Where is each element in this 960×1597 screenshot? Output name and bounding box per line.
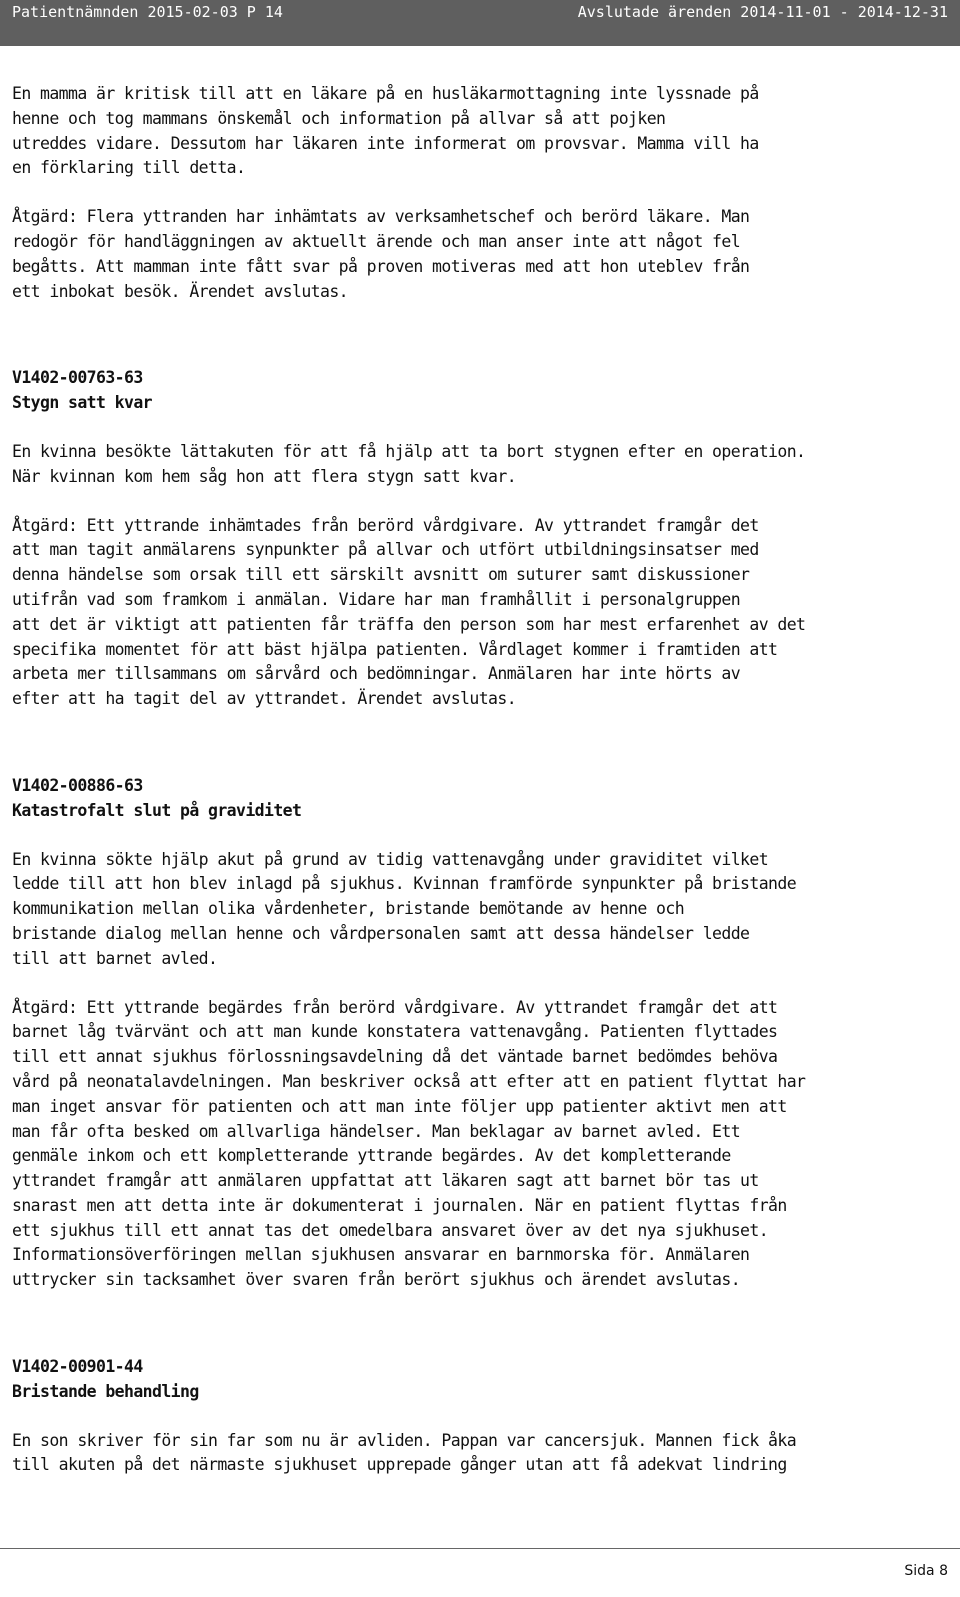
case-section bbox=[12, 774, 912, 1293]
case-title: Katastrofalt slut på graviditet bbox=[12, 800, 302, 820]
case-id: V1402-00901-44 bbox=[12, 1357, 143, 1377]
case-paragraph: En kvinna besökte lättakuten för att få hjälp att ta bort stygnen efter en operation. När kvinnan kom hem såg hon att flera stygn satt kvar. bbox=[12, 441, 806, 486]
case-paragraph: En son skriver för sin far som nu är avliden. Pappan var cancersjuk. Mannen fick åka till akuten på det närmaste sjukhuset upprepade gånger utan att få adekvat lindring bbox=[12, 1430, 797, 1475]
case-paragraph: Åtgärd: Ett yttrande inhämtades från berörd vårdgivare. Av yttrandet framgår det att man tagit anmälarens synpunkter på allvar och utfört utbildningsinsatser med denna händelse som orsak till ett särskilt avsnitt om suturer samt diskussioner utifrån vad som framkom i anmälan. Vidare har man framhållit i personalgruppen att det är viktigt att patienten får träffa den person som har mest erfarenhet av det specifika momentet för att bäst hjälpa patienten. Vårdlaget kommer i framtiden att arbeta mer tillsammans om sårvård och bedömningar. Anmälaren har inte hörts av efter att ha tagit del av yttrandet. Ärendet avslutas. bbox=[12, 515, 806, 709]
intro-paragraph-2: Åtgärd: Flera yttranden har inhämtats av verksamhetschef och berörd läkare. Man redogör för handläggningen av aktuellt ärende och man anser inte att något fel begåtts. Att mamman inte fått svar på proven motiveras med att hon uteblev från ett inbokat besök. Ärendet avslutas. bbox=[12, 207, 750, 301]
document-body bbox=[12, 82, 912, 1478]
header-left-text: Patientnämnden 2015-02-03 P 14 bbox=[12, 3, 283, 21]
page-number: Sida 8 bbox=[904, 1563, 948, 1579]
case-section bbox=[12, 1355, 912, 1478]
intro-paragraph-1: En mamma är kritisk till att en läkare på en husläkarmottagning inte lyssnade på henne och tog mammans önskemål och information på allvar så att pojken utreddes vidare. Dessutom har läkaren inte informerat om provsvar. Mamma vill ha en förklaring till detta. bbox=[12, 84, 759, 178]
footer-divider bbox=[0, 1548, 960, 1549]
case-id: V1402-00763-63 bbox=[12, 368, 143, 388]
case-section bbox=[12, 366, 912, 712]
case-paragraph: En kvinna sökte hjälp akut på grund av tidig vattenavgång under graviditet vilket ledde till att hon blev inlagd på sjukhus. Kvinnan framförde synpunkter på bristande kommunikation mellan olika vårdenheter, bristande bemötande av henne och bristande dialog mellan henne och vårdpersonalen samt att dessa händelser ledde till att barnet avled. bbox=[12, 849, 797, 968]
case-id: V1402-00886-63 bbox=[12, 775, 143, 795]
header-right-text: Avslutade ärenden 2014-11-01 - 2014-12-31 bbox=[577, 3, 948, 21]
case-title: Stygn satt kvar bbox=[12, 393, 153, 413]
page-header bbox=[0, 0, 960, 46]
case-paragraph: Åtgärd: Ett yttrande begärdes från berörd vårdgivare. Av yttrandet framgår det att barnet låg tvärvänt och att man kunde konstatera vattenavgång. Patienten flyttades till ett annat sjukhus förlossningsavdelning då det väntade barnet bedömdes behöva vård på neonatalavdelningen. Man beskriver också att efter att en patient flyttat har man inget ansvar för patienten och att man inte följer upp patienter aktivt men att man får ofta besked om allvarliga händelser. Man beklagar av barnet avled. Ett genmäle inkom och ett kompletterande yttrande begärdes. Av det kompletterande yttrandet framgår att anmälaren uppfattat att läkaren sagt att barnet bör tas ut snarast men att detta inte är dokumenterat i journalen. När en patient flyttas från ett sjukhus till ett annat tas det omedelbara ansvaret över av det nya sjukhuset. Informationsöverföringen mellan sjukhusen ansvarar en barnmorska för. Anmälaren uttrycker sin tacksamhet över svaren från berört sjukhus och ärendet avslutas. bbox=[12, 997, 806, 1290]
case-title: Bristande behandling bbox=[12, 1381, 199, 1401]
